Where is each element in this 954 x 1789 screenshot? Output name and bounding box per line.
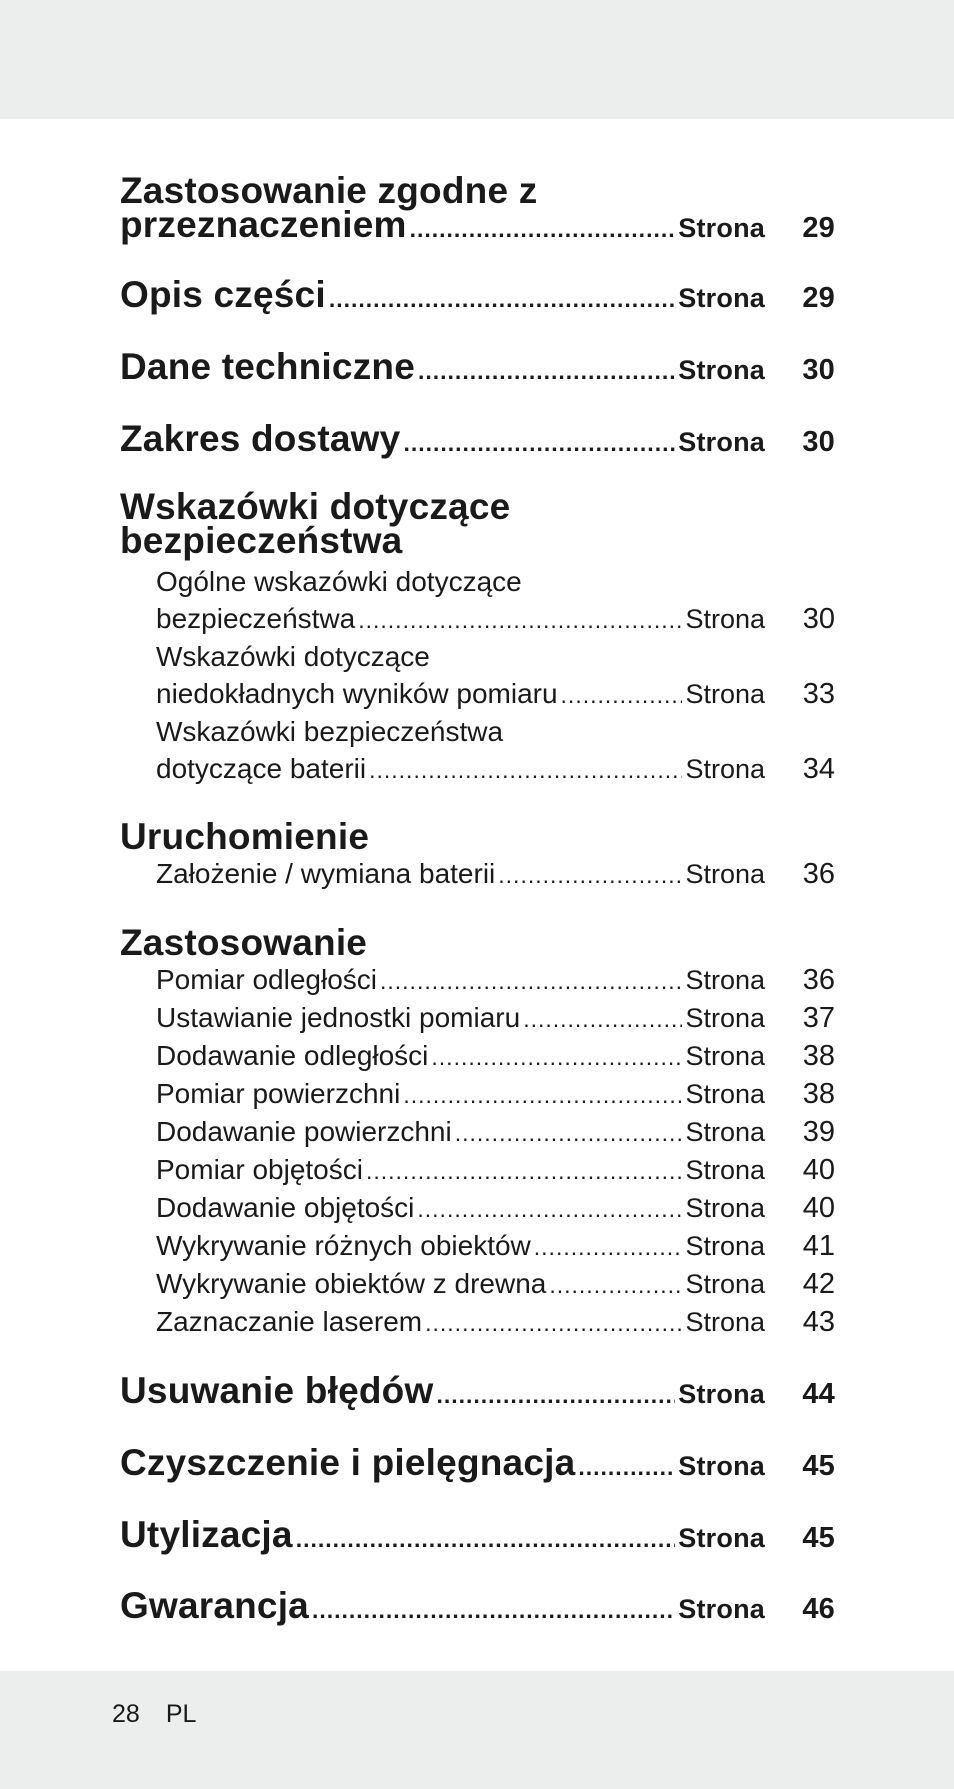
toc-entry-title: Opis części — [120, 274, 326, 315]
page-number: 40 — [802, 1192, 835, 1224]
page-number: 39 — [802, 1116, 835, 1148]
leader-dots — [358, 607, 682, 634]
top-band — [0, 0, 954, 119]
page-number: 30 — [802, 426, 835, 458]
page-number: 46 — [802, 1593, 835, 1625]
toc-heading: Zastosowanie — [120, 922, 368, 963]
leader-dots — [425, 1310, 682, 1337]
leader-dots — [366, 1158, 682, 1185]
toc-entry-title: Pomiar objętości — [156, 1154, 363, 1185]
toc-entry-title: Zakres dostawy — [120, 418, 401, 459]
leader-dots — [296, 1526, 676, 1553]
toc-entry-title: Dane techniczne — [120, 346, 415, 387]
toc-subentry[interactable] — [156, 1002, 835, 1035]
page-label: Strona — [685, 1193, 765, 1223]
toc-heading: Zastosowanie zgodne z — [120, 170, 538, 211]
leader-dots — [418, 358, 675, 385]
toc-subentry[interactable] — [156, 678, 835, 711]
page-label: Strona — [678, 1523, 765, 1553]
leader-dots — [455, 1120, 683, 1147]
page-footer — [112, 1700, 222, 1729]
toc-entry-title: Pomiar odległości — [156, 964, 377, 995]
toc-heading: Uruchomienie — [120, 816, 370, 857]
page-number: 29 — [802, 282, 835, 314]
leader-dots — [436, 1382, 675, 1409]
toc-entry[interactable] — [120, 204, 835, 246]
leader-dots — [329, 286, 675, 313]
leader-dots — [498, 862, 682, 889]
toc-subentry-line: Wskazówki bezpieczeństwa — [156, 716, 504, 747]
toc-entry-title: Wykrywanie różnych obiektów — [156, 1230, 531, 1261]
leader-dots — [403, 1082, 682, 1109]
page-label: Strona — [678, 1451, 765, 1481]
page-number: 36 — [802, 964, 835, 996]
page-number: 38 — [802, 1078, 835, 1110]
toc-entry[interactable] — [120, 274, 835, 316]
toc-entry[interactable] — [120, 1370, 835, 1412]
toc-entry-title: niedokładnych wyników pomiaru — [156, 678, 558, 709]
page-number: 43 — [802, 1306, 835, 1338]
footer-language: PL — [165, 1700, 197, 1728]
page-label: Strona — [685, 1041, 765, 1071]
page-number: 45 — [802, 1450, 835, 1482]
page-label: Strona — [685, 1079, 765, 1109]
toc-entry-title: przeznaczeniem — [120, 204, 407, 245]
page-number: 34 — [802, 753, 835, 785]
leader-dots — [561, 682, 683, 709]
toc-subentry[interactable] — [156, 753, 835, 786]
leader-dots — [369, 757, 682, 784]
toc-heading: bezpieczeństwa — [120, 520, 403, 561]
page-label: Strona — [678, 213, 765, 243]
toc-entry[interactable] — [120, 1514, 835, 1556]
page-label: Strona — [685, 754, 765, 784]
toc-entry[interactable] — [120, 418, 835, 460]
toc-entry-title: Utylizacja — [120, 1514, 293, 1555]
page-label: Strona — [685, 1155, 765, 1185]
page-label: Strona — [685, 1231, 765, 1261]
page-number: 41 — [802, 1230, 835, 1262]
bottom-band — [0, 1671, 954, 1789]
leader-dots — [431, 1044, 682, 1071]
toc-entry-title: Wykrywanie obiektów z drewna — [156, 1268, 547, 1299]
toc-entry-title: Dodawanie objętości — [156, 1192, 415, 1223]
toc-heading: Wskazówki dotyczące — [120, 486, 511, 527]
toc-entry[interactable] — [120, 1585, 835, 1627]
leader-dots — [380, 968, 682, 995]
toc-entry[interactable] — [120, 1442, 835, 1484]
page-number: 37 — [802, 1002, 835, 1034]
toc-subentry[interactable] — [156, 1154, 835, 1187]
toc-subentry[interactable] — [156, 858, 835, 891]
page-label: Strona — [685, 859, 765, 889]
page-number: 40 — [802, 1154, 835, 1186]
toc-entry-title: dotyczące baterii — [156, 753, 367, 784]
leader-dots — [417, 1196, 682, 1223]
page-number: 30 — [802, 354, 835, 386]
leader-dots — [410, 216, 676, 243]
toc-subentry[interactable] — [156, 603, 835, 636]
page-number: 38 — [802, 1040, 835, 1072]
page-label: Strona — [678, 427, 765, 457]
page-number: 36 — [802, 858, 835, 890]
page-label: Strona — [685, 679, 765, 709]
page-label: Strona — [685, 1307, 765, 1337]
toc-subentry[interactable] — [156, 1230, 835, 1263]
page-label: Strona — [678, 1379, 765, 1409]
page-label: Strona — [685, 1003, 765, 1033]
toc-entry-title: Założenie / wymiana baterii — [156, 858, 496, 889]
toc-subentry[interactable] — [156, 964, 835, 997]
toc-entry-title: Usuwanie błędów — [120, 1370, 434, 1411]
leader-dots — [534, 1234, 683, 1261]
page-number: 30 — [802, 603, 835, 635]
toc-entry-title: Zaznaczanie laserem — [156, 1306, 423, 1337]
page-number: 44 — [802, 1378, 835, 1410]
page-label: Strona — [685, 1117, 765, 1147]
toc-subentry[interactable] — [156, 1268, 835, 1301]
toc-entry-title: Gwarancja — [120, 1585, 309, 1626]
page-label: Strona — [685, 965, 765, 995]
toc-subentry-line: Wskazówki dotyczące — [156, 641, 430, 672]
page-number: 29 — [802, 212, 835, 244]
toc-subentry-line: Ogólne wskazówki dotyczące — [156, 566, 522, 597]
page-number: 45 — [802, 1522, 835, 1554]
toc-entry-title: Czyszczenie i pielęgnacja — [120, 1442, 576, 1483]
toc-subentry[interactable] — [156, 1116, 835, 1149]
leader-dots — [403, 430, 675, 457]
leader-dots — [578, 1454, 675, 1481]
toc-subentry[interactable] — [156, 1306, 835, 1339]
page-label: Strona — [678, 355, 765, 385]
footer-page-number: 28 — [112, 1700, 140, 1728]
leader-dots — [523, 1006, 682, 1033]
toc-entry-title: Dodawanie powierzchni — [156, 1116, 452, 1147]
leader-dots — [312, 1597, 675, 1624]
leader-dots — [549, 1272, 682, 1299]
page-number: 42 — [802, 1268, 835, 1300]
page-label: Strona — [685, 604, 765, 634]
toc-entry-title: Ustawianie jednostki pomiaru — [156, 1002, 521, 1033]
toc-entry[interactable] — [120, 346, 835, 388]
toc-entry-title: Dodawanie odległości — [156, 1040, 429, 1071]
toc-entry-title: Pomiar powierzchni — [156, 1078, 401, 1109]
page-number: 33 — [802, 678, 835, 710]
page-label: Strona — [685, 1269, 765, 1299]
page-label: Strona — [678, 283, 765, 313]
toc-subentry[interactable] — [156, 1040, 835, 1073]
toc-entry-title: bezpieczeństwa — [156, 603, 356, 634]
toc-subentry[interactable] — [156, 1192, 835, 1225]
toc-subentry[interactable] — [156, 1078, 835, 1111]
page-label: Strona — [678, 1594, 765, 1624]
